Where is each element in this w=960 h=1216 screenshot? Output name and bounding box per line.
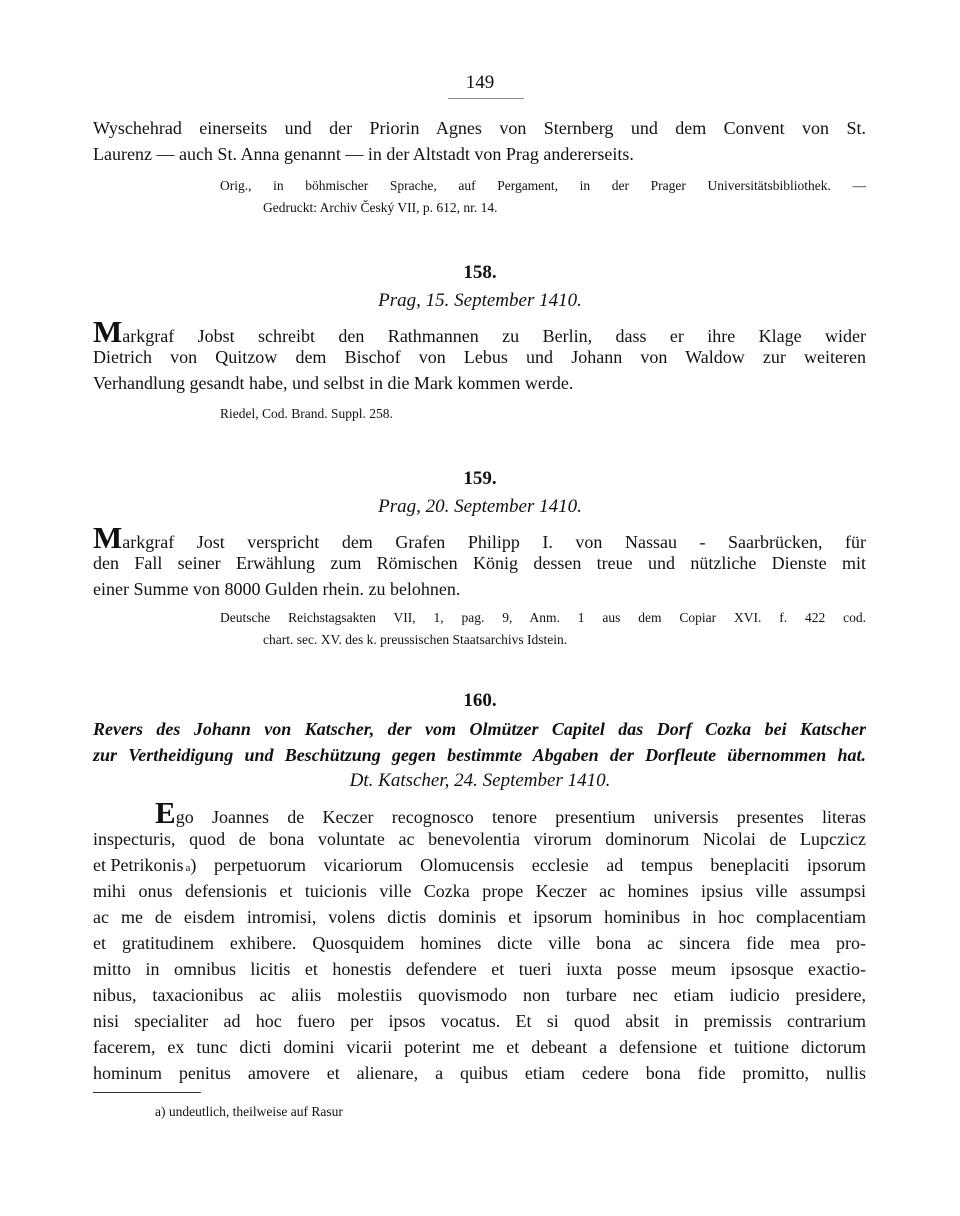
continuation-source-2: Gedruckt: Archiv Český VII, p. 612, nr. 14. <box>263 200 498 215</box>
doc-160-first-line <box>93 797 866 828</box>
doc-159-first-text: arkgraf Jost verspricht dem Grafen Philipp I. von Nassau - Saarbrücken, für <box>122 532 866 552</box>
continuation-line-2: Laurenz — auch St. Anna genannt — in der Altstadt von Prag andererseits. <box>93 144 634 164</box>
doc-160-line-3-end: ) perpetuorum vicariorum Olomucensis ecclesie ad tempus beneplaciti ipsorum <box>190 855 866 875</box>
doc-160-rubric-1: Revers des Johann von Katscher, der vom Olmützer Capitel das Dorf Cozka bei Katscher <box>93 719 866 739</box>
doc-159-source-1: Deutsche Reichstagsakten VII, 1, pag. 9, Anm. 1 aus dem Copiar XVI. f. 422 cod. <box>220 610 866 625</box>
page-number-rule <box>448 98 524 99</box>
doc-159-source-2: chart. sec. XV. des k. preussischen Staatsarchivs Idstein. <box>263 632 568 647</box>
doc-160-rubric-2: zur Vertheidigung und Beschützung gegen bestimmte Abgaben der Dorfleute übernommen hat. <box>93 745 866 765</box>
doc-158-number: 158. <box>463 262 497 283</box>
doc-160-line-5: ac me de eisdem intromisi, volens dictis dominis et ipsorum hominibus in hoc complacentiam <box>93 907 866 927</box>
doc-160-first-text: go Joannes de Keczer recognosco tenore presentium universis presentes literas <box>175 807 866 827</box>
doc-160-number: 160. <box>463 690 497 711</box>
doc-159-place-date: Prag, 20. September 1410. <box>378 496 582 517</box>
footnote-reference: a <box>185 862 191 874</box>
continuation-source-1: Orig., in böhmischer Sprache, auf Pergament, in der Prager Universitätsbibliothek. — <box>220 178 866 193</box>
doc-158-initial: M <box>93 314 123 349</box>
footnote-rule <box>93 1092 201 1093</box>
doc-159-number: 159. <box>463 468 497 489</box>
doc-160-line-3 <box>93 855 866 876</box>
doc-159-line-2: den Fall seiner Erwählung zum Römischen König dessen treue und nützliche Dienste mit <box>93 553 866 573</box>
doc-159-initial: M <box>93 520 123 555</box>
doc-160-line-7: mitto in omnibus licitis et honestis defendere et tueri iuxta posse meum ipsosque exactio- <box>93 959 866 979</box>
continuation-line-1: Wyschehrad einerseits und der Priorin Agnes von Sternberg und dem Convent von St. <box>93 118 866 138</box>
doc-160-place-date: Dt. Katscher, 24. September 1410. <box>349 770 611 791</box>
doc-160-line-3-start: et Petrikonis <box>93 855 184 875</box>
doc-158-first-text: arkgraf Jobst schreibt den Rathmannen zu Berlin, dass er ihre Klage wider <box>122 326 866 346</box>
doc-160-line-4: mihi onus defensionis et tuicionis ville Cozka prope Keczer ac homines ipsius ville assumpsi <box>93 881 866 901</box>
doc-160-line-9: nisi specialiter ad hoc fuero per ipsos vocatus. Et si quod absit in premissis contrarium <box>93 1011 866 1031</box>
doc-160-initial: E <box>155 795 176 830</box>
doc-159-first-line <box>93 522 866 553</box>
page-number: 149 <box>465 72 495 93</box>
doc-158-first-line <box>93 316 866 347</box>
doc-160-line-6: et gratitudinem exhibere. Quosquidem homines dicte ville bona ac sincera fide mea pro- <box>93 933 866 953</box>
doc-160-line-11: hominum penitus amovere et alienare, a quibus etiam cedere bona fide promitto, nullis <box>93 1063 866 1083</box>
doc-160-line-2: inspecturis, quod de bona voluntate ac benevolentia virorum dominorum Nicolai de Lupczicz <box>93 829 866 849</box>
doc-158-line-2: Dietrich von Quitzow dem Bischof von Lebus und Johann von Waldow zur weiteren <box>93 347 866 367</box>
doc-159-line-3: einer Summe von 8000 Gulden rhein. zu belohnen. <box>93 579 461 599</box>
doc-158-place-date: Prag, 15. September 1410. <box>378 290 582 311</box>
doc-158-source: Riedel, Cod. Brand. Suppl. 258. <box>220 406 393 421</box>
doc-160-line-8: nibus, taxacionibus ac aliis molestiis quovismodo non turbare nec etiam iudicio presidere, <box>93 985 866 1005</box>
doc-160-line-10: facerem, ex tunc dicti domini vicarii poterint me et debeant a defensione et tuitione dictorum <box>93 1037 866 1057</box>
doc-158-line-3: Verhandlung gesandt habe, und selbst in die Mark kommen werde. <box>93 373 574 393</box>
footnote-text: a) undeutlich, theilweise auf Rasur <box>155 1104 343 1119</box>
